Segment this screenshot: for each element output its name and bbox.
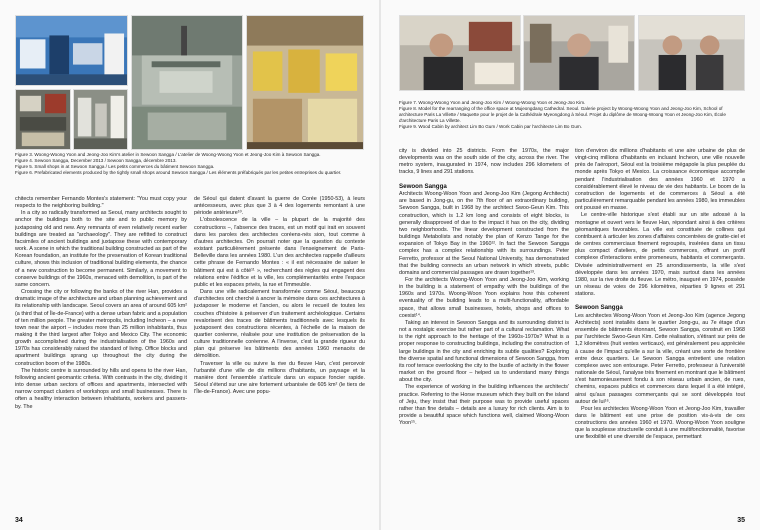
paragraph: For the architects Woong-Woon Yoon and Jeong-Joo Kim, working in the building is a statement of empathy with the buildings of the 1960s and 1970s. Woong-Woon Yoon explains how this coherent eventuality of the building leads to a multi-functionality, affordable space, that allows small businesses, hotels, shops and offices to coexist¹⁴. bbox=[399, 277, 569, 319]
paragraph: Dans une ville radicalement transformée comme Séoul, beaucoup d'architectes ont cherché à ancrer la mémoire dans ces architectures à juxtaposer le moderne et l'ancien, ou alors le recueil de toutes les couches d'histoire à préserver d'un traitement archéologique. Certains revalorisent des traces de bâtiments traditionnels avec lesquels ils juxtaposent des constructions récentes, à l'échelle de la maison de quartier coréenne, réalisée pour une institution de préservation de la culture traditionnelle coréenne. A l'inverse, c'est la grande rigueur du plan qui préserve les bâtiments des années 1960 menacés de démolition. bbox=[194, 289, 365, 360]
left-caption bbox=[15, 152, 365, 176]
paragraph: chitects remember Fernando Montes's statement: "You must copy your respects to the neighboring building." bbox=[15, 196, 187, 210]
paragraph: The experience of working in the building influences the architects' practice. Referring to the Horse museum which they built on the island of Jeju, they insist that their purpose was to provide useful spaces rather than fine details – details are a luxury for rich clients. Aim is to provide a beautiful space which functions well, claimed Woong-Woon Yoon¹⁵. bbox=[399, 384, 569, 427]
right-page bbox=[381, 0, 760, 530]
right-column-english bbox=[399, 148, 569, 514]
left-page bbox=[0, 0, 379, 530]
caption-figure-9: Figure 9. Wood Cabin by architect Lim Bo Gum / Work Cabin par l'architecte Lim Bo Gum. bbox=[399, 124, 582, 130]
paragraph: Taking an interest in Sewoon Sangga and its surrounding district is not a nostalgic exercise but rather part of a cultural reclamation. What is the right approach to the heritage of the 1960s-1970s? What is a proper response to constructing buildings, including the construction of large buildings in the city and enriching its subtle qualities? Exploring the diverse spatial and functional dimensions of Sewoon Sangga, from its roof terrace overlooking the city to the bustle of activity in the flower market on the ground floor – helped us to understand many things about the city. bbox=[399, 319, 569, 384]
section-heading: Sewoon Sangga bbox=[575, 304, 623, 312]
paragraph: In a city so radically transformed as Seoul, many architects sought to anchor the buildings both to the site and to public memory by juxtaposing old and new. Any remnants of even relatively recent earlier buildings are treated as "archaeology". They are refitted to construct facsimiles of ancient buildings and juxtapose these with contemporary work. A scene in which the traditional building constructed as part of the Korean foundation, an institute for the preservation of Korean traditional culture, shows this inclusion of traditional building elements, the chance of a new construction to become permanent. Similarly, a movement to conserve buildings of the 1960s, menaced with demolition, is part of the same concern. bbox=[15, 210, 187, 288]
caption-figure-8: Figure 8. Model for the rearranging of the office space at Mujeongdang Cathedral. Seoul. Galerie project by Woong-Woong Yoon and Jeong-Joo Kim, School of architecture Paris La Villette / Maquette pour le projet de la Cathédrale Myeongdong à Séoul. Projet du diplôme de Woong-Woong Yoon et Jeong-Joo Kim, École d'architecture Paris La Villette. bbox=[399, 106, 726, 124]
caption-figure-5: Figure 5. Small shops in at Sewoon Sangga / Les petits commerces du bâtiment Sewoon Sangga. bbox=[15, 164, 215, 170]
right-column-french bbox=[575, 148, 745, 514]
paragraph: Architects Woong-Woon Yoon and Jeong-Joo Kim (Jegong Architects) are based in Jong-gu, on the 7th floor of an extraordinary building, Sewoon Sangga, built in 1968 by the architect Swoo-Geun Kim. This construction, which is 1.2 km long and consists of eight blocks, is generally disapproved of due to the impact it has on the city, dividing two neighborhoods. The linear development constructed from the buildings Metabolists and notably the plan of Kenzo Tange for the expansion of Tokyo Bay in the 1960¹². In fact the Sewoon Sangga complex has a complex relationship with its surroundings. Peter Ferretto, professor at the Seoul National University, has demonstrated that the building connects an urban network in which streets, public domains and commercial passages are drawn together¹³. bbox=[399, 191, 569, 276]
left-column-english bbox=[15, 196, 187, 514]
photo-scale-model-street bbox=[73, 89, 128, 150]
caption-figure-4: Figure 4. Sewoon Sangga, December 2013 / Sewoon Sangga, décembre 2013. bbox=[15, 158, 177, 164]
caption-figure-7: Figure 7. Woong-Woong Yoon and Jeong-Joo Kim / Woong-Woong Yoon et Jeong-Joo Kim. bbox=[399, 100, 586, 105]
photo-workshop-boxes bbox=[15, 89, 71, 150]
caption-figure-3: Figure 3. Woong-Woong Yoon and Jeong-Joo Kim's atelier in Sewoon Sangga / L'atelier de Woong-Woong Yoon et Jeong-Joo Kim à Sewoon Sangga. bbox=[15, 152, 321, 157]
photo-blue-office bbox=[15, 15, 128, 86]
paragraph: de Séoul qui datent d'avant la guerre de Corée (1950-53), à leurs antécesseurs, avec plus que 3 à 4 des logements remontant à une période antérieure¹⁰. bbox=[194, 196, 365, 217]
paragraph: Traverser la ville ou suivre la rive du fleuve Han, c'est percevoir l'urbanité d'une ville de dix millions d'habitants, un paysage et la manière dont l'ensemble s'articule dans un espace foncier rapide. Séoul s'étend sur une aire fortement urbanisée de 605 km² (le tiers de l'Île-de-France). Avec une popu- bbox=[194, 360, 365, 396]
page-number-left: 34 bbox=[15, 517, 23, 524]
paragraph: Crossing the city or following the banks of the river Han, provides a dramatic image of the architecture and urban planning achievement and its relationship with landscape. Seoul covers an area of around 605 km² (a third that of Île-de-France) with a dense urban fabric and a population of ten million people. The greater metropolis, including Incheon – a new town near the airport – includes more than 25 million inhabitants, thus making it the third largest after Tokyo and Mexico City. The economic growth accomplished during the industrialisation of the 1960s and 1970s has considerably raised the standard of living. Office blocks and apartment buildings sprang up throughout the city during the construction boom of the 1980s. bbox=[15, 289, 187, 367]
photo-woong-yoon bbox=[399, 15, 521, 91]
caption-figure-6: Figure 6. Prefabricated elements produced by the tightly small shops around Sewoon Sangga / Les éléments préfabriqués par les petites entreprises du quartier. bbox=[15, 170, 342, 176]
paragraph: Le centre-ville historique s'est établi sur un site adossé à la montagne et ouvert vers le fleuve Han, répondant ainsi à des critères géomantiques favorables. La ville est constituée de collines qui contribuent à articuler les zones d'affaires concentrées de gratte-ciel et de centres commerciaux finement regroupés, insérées dans un tissu plus compact d'ateliers, de petits commerces, offrant un profil complexe d'interactions entre promeneurs, habitants et commerçants. Divisée administrativement en 25 arrondissements, la ville s'est développée dans les années 1970, mais surtout dans les années 1980, sur la rive droite du fleuve. Le métro, inauguré en 1974, possède un réseau de voies de 296 kilomètres, réparties 9 lignes et 291 stations. bbox=[575, 212, 745, 298]
photo-shelves-display bbox=[246, 15, 364, 150]
paragraph: L'obsolescence de la ville – la plupart de la majorité des constructions –, l'absence des traces, est un motif qui irait en souvent dans les paroles des architectes coréens-nés sion, tout comme à d'autres architectes. On pourrait noter que la question du contexte existant particulièrement présente dans l'enseignement de Paris-Belleville dans les années 1980. L'un des architectes rappelle d'ailleurs cette phrase de Fernando Montes : « il est nécessaire de saluer le bâtiment qui est à côté¹¹ », recherchant des règles qui engagent des relations entre l'édifice et la ville, les complémentarités entre l'espace public et les espaces privés, la rue et l'immeuble. bbox=[194, 217, 365, 288]
paragraph: tion d'environ dix millions d'habitants et une aire urbaine de plus de vingt-cinq millions d'habitants en incluant Incheon, une ville nouvelle près de l'aéroport, Séoul est la troisième mégapole la plus peuplée du monde après Tokyo et Mexico. La croissance économique accomplie pendant l'industrialisation des années 1960 et 1970 a considérablement élevé le niveau de vie des habitants. Le boom de la construction de logements et de commerces à Séoul a été particulièrement remarquable pendant les années 1980, les immeubles ont poussé en masse. bbox=[575, 148, 745, 212]
paragraph: Pour les architectes Woong-Woon Yoon et Jeong-Joo Kim, travailler dans le bâtiment est une prise de position vis-à-vis de ces constructions des années 1960 et 1970. Woong-Woon Yoon souligne que la souplesse structurelle conduit à une multifonctionnalité, favorise une flexibilité et une diversité de l'espace, permettant bbox=[575, 405, 745, 441]
left-column-french bbox=[194, 196, 365, 514]
photo-two-architects bbox=[638, 15, 745, 91]
paragraph: The historic centre is surrounded by hills and opens to the river Han, following ancient geomantic criteria. With contrasts in the city, dividing it into dense urban sectors of offices and apartments, intersected with narrow compact clusters of workshops and small businesses. There is often a healthy interaction between inhabitants, workers and passers-by. The bbox=[15, 367, 187, 410]
page-number-right: 35 bbox=[737, 517, 745, 524]
paragraph: Les architectes Woong-Woon Yoon et Jeong-Joo Kim (agence Jegong Architects) sont installés dans le quartier Jong-gu, au 7e étage d'un ensemble de bâtiments étonnant, Sewoon Sangga, construit en 1968 par l'architecte Swoo-Geun Kim. Cette réalisation, s'étirant sur près de 1,2 kilomètres (huit ventes verticaux), est généralement peu appréciée à cause de l'impact qu'elle a sur la ville, créant une sorte de frontière entre deux quartiers. Le Sewoon Sangga entretient une relation complexe avec son entourage. Peter Ferretto, professeur à l'université nationale de Séoul, l'analyse très finement en montrant que le bâtiment s'est harmonieusement fondu à son réseau urbain ancien, de rues, chemins, espaces publics et commerces dans lequel il a été intégré, ainsi qu'aux passages commerçants qui se sont développés tout autour de lui¹⁶. bbox=[575, 312, 745, 405]
paragraph: city is divided into 25 districts. From the 1970s, the major developments was on the south side of the city, across the river. The metro system, inaugurated in 1974, now includes 296 kilometers of tracks, 9 lines and 291 stations. bbox=[399, 148, 569, 176]
photo-jeong-joo-kim bbox=[523, 15, 635, 91]
right-caption bbox=[399, 100, 745, 130]
photo-city-model bbox=[131, 15, 243, 150]
section-heading: Sewoon Sangga bbox=[399, 182, 447, 190]
